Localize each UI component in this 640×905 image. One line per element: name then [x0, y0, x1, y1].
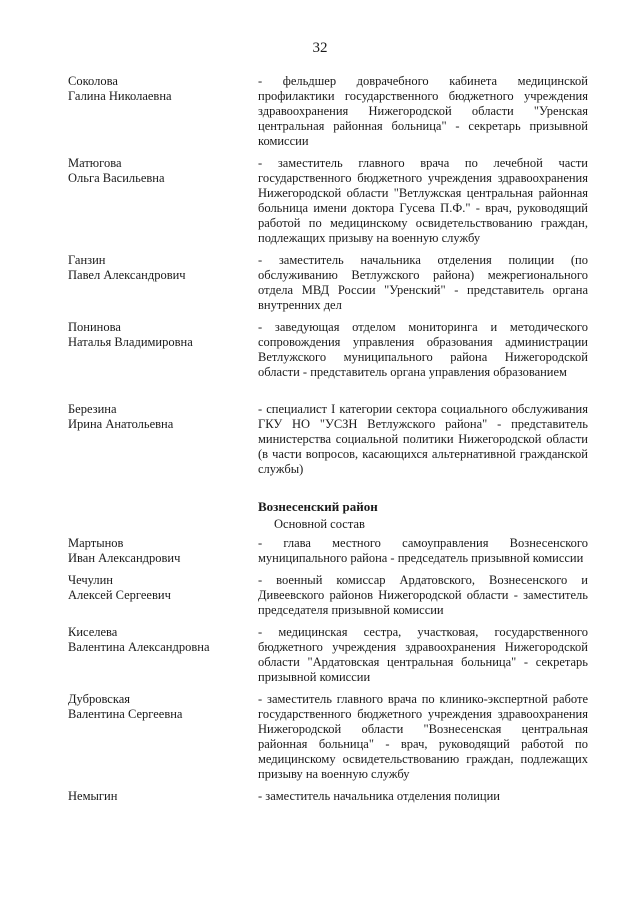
member-surname: Соколова [68, 74, 118, 88]
member-surname: Понинова [68, 320, 121, 334]
member-given-names: Валентина Сергеевна [68, 707, 183, 721]
member-name [68, 536, 258, 566]
member-role: - военный комиссар Ардатовского, Вознесенского и Дивеевского районов Нижегородской области - заместитель председателя призывной комиссии [258, 573, 588, 617]
list-item [68, 625, 588, 685]
member-role: - заместитель главного врача по клинико-экспертной работе государственного бюджетного учреждения здравоохранения Нижегородской области "Вознесенская центральная районная больница" - врач, руководящий работой по медицинскому освидетельствованию граждан, подлежащих призыву на военную службу [258, 692, 588, 781]
member-name [68, 402, 258, 477]
member-surname: Матюгова [68, 156, 122, 170]
list-item [68, 536, 588, 566]
member-surname: Мартынов [68, 536, 124, 550]
member-name [68, 253, 258, 313]
member-surname: Ганзин [68, 253, 106, 267]
member-surname: Киселева [68, 625, 118, 639]
member-role: - заместитель главного врача по лечебной части государственного бюджетного учреждения здравоохранения Нижегородской области "Ветлужская центральная районная больница имени доктора Гусева П.Ф." - врач, руководящий работой по медицинскому освидетельствованию граждан, подлежащих призыву на военную службу [258, 156, 588, 245]
list-item [68, 74, 588, 149]
member-role: - медицинская сестра, участковая, государственного бюджетного учреждения здравоохранения Нижегородской области "Ардатовская центральная больница" - секретарь призывной комиссии [258, 625, 588, 684]
district-subtitle: Основной состав [274, 517, 365, 531]
list-item [68, 402, 588, 477]
member-given-names: Галина Николаевна [68, 89, 172, 103]
member-given-names: Наталья Владимировна [68, 335, 193, 349]
member-role: - фельдшер доврачебного кабинета медицинской профилактики государственного бюджетного учреждения здравоохранения Нижегородской области "Уренская центральная районная больница" - секретарь призывной комиссии [258, 74, 588, 148]
member-name [68, 625, 258, 685]
member-given-names: Валентина Александровна [68, 640, 210, 654]
member-given-names: Ольга Васильевна [68, 171, 165, 185]
member-role: - глава местного самоуправления Вознесенского муниципального района - председатель призывной комиссии [258, 536, 588, 565]
commission-list [68, 74, 588, 811]
list-item [68, 692, 588, 782]
member-given-names: Ирина Анатольевна [68, 417, 174, 431]
member-given-names: Алексей Сергеевич [68, 588, 171, 602]
member-name [68, 74, 258, 149]
member-surname: Дубровская [68, 692, 131, 706]
member-role: - заместитель начальника отделения полиции [258, 789, 500, 803]
member-name [68, 573, 258, 618]
member-role: - специалист I категории сектора социального обслуживания ГКУ НО "УСЗН Ветлужского района" - представитель министерства социальной политики Нижегородской области (в части вопросов, касающихся альтернативной гражданской службы) [258, 402, 588, 476]
member-name [68, 692, 258, 782]
list-item [68, 789, 588, 804]
member-role: - заведующая отделом мониторинга и методического сопровождения управления образования администрации Ветлужского муниципального района Нижегородской области - представитель органа управления образованием [258, 320, 588, 379]
member-name [68, 320, 258, 380]
member-role: - заместитель начальника отделения полиции (по обслуживанию Ветлужского района) межрегионального отдела МВД России "Уренский" - представитель органа внутренних дел [258, 253, 588, 312]
member-surname: Чечулин [68, 573, 113, 587]
list-item [68, 156, 588, 246]
list-item [68, 573, 588, 618]
member-surname: Немыгин [68, 789, 118, 803]
district-title: Вознесенский район [258, 499, 378, 514]
page-number: 32 [312, 40, 328, 56]
list-item [68, 253, 588, 313]
list-item [68, 320, 588, 380]
member-surname: Березина [68, 402, 117, 416]
member-name [68, 156, 258, 246]
member-given-names: Павел Александрович [68, 268, 186, 282]
member-name [68, 789, 258, 804]
member-given-names: Иван Александрович [68, 551, 181, 565]
